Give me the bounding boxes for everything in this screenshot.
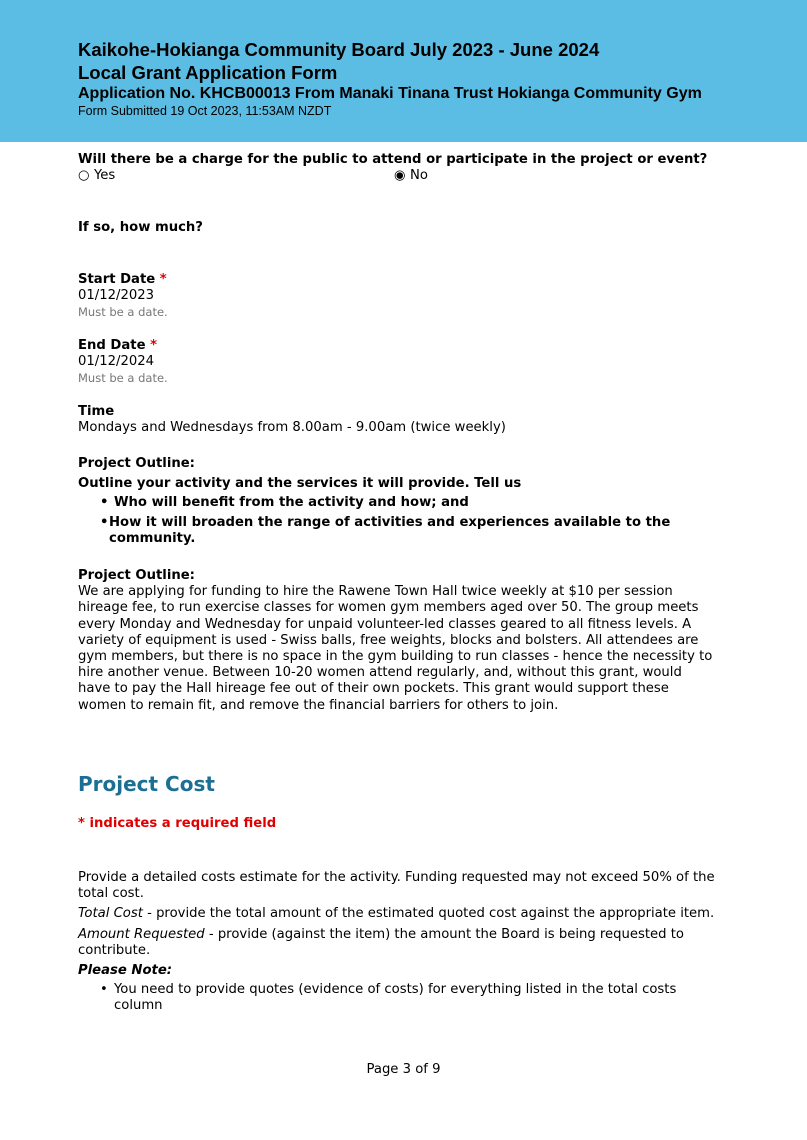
start-date-hint: Must be a date. xyxy=(78,305,168,320)
section-title-project-cost: Project Cost xyxy=(78,772,215,796)
list-item: • Who will benefit from the activity and how; and xyxy=(100,495,469,511)
please-note-label: Please Note: xyxy=(78,963,173,979)
title-line-1: Kaikohe-Hokianga Community Board July 2023 - June 2024 xyxy=(78,39,600,60)
end-date-field xyxy=(78,338,718,387)
end-date-hint: Must be a date. xyxy=(78,371,168,386)
radio-no-selected-icon: ◉ xyxy=(394,168,406,184)
end-date-value: 01/12/2024 xyxy=(78,354,155,370)
page-number: Page 3 of 9 xyxy=(366,1062,441,1077)
outline-answer-text: We are applying for funding to hire the Rawene Town Hall twice weekly at $10 per session hireage fee, to run exercise classes for women gym members aged over 50. The group meets every Monday and Wednesday for unpaid volunteer-led classes geared to all fitness levels. A variety of equipment is used - Swiss balls, free weights, blocks and bolsters. All attendees are gym members, but there is no space in the gym building to run classes - hence the necessity to hire another venue. Between 10-20 women attend regularly, and, without this grant, would have to pay the Hall hireage fee out of their own pockets. This grant would support these women to remain fit, and remove the financial barriers for others to join. xyxy=(78,584,713,713)
radio-no[interactable] xyxy=(394,168,428,184)
how-much-field xyxy=(78,220,718,236)
how-much-label: If so, how much? xyxy=(78,220,203,235)
radio-yes-label: Yes xyxy=(94,168,116,184)
list-item-text: You need to provide quotes (evidence of costs) for everything listed in the total costs column xyxy=(114,982,677,1014)
list-item: • How it will broaden the range of activities and experiences available to the community. xyxy=(78,515,718,547)
application-number: Application No. KHCB00013 From Manaki Tinana Trust Hokianga Community Gym xyxy=(78,85,702,102)
time-label: Time xyxy=(78,404,115,419)
radio-yes[interactable] xyxy=(78,168,115,184)
total-cost-term: Total Cost xyxy=(78,906,143,922)
required-asterisk: * xyxy=(159,272,167,287)
list-item-text: Who will benefit from the activity and how; and xyxy=(114,495,469,511)
form-title xyxy=(78,38,599,84)
list-item: • You need to provide quotes (evidence of costs) for everything listed in the total costs column xyxy=(78,982,718,1014)
outline-prompt-intro: Outline your activity and the services it will provide. Tell us xyxy=(78,476,522,492)
charge-question: Will there be a charge for the public to attend or participate in the project or event? xyxy=(78,152,708,167)
total-cost-instruction xyxy=(78,906,718,922)
please-note-list xyxy=(78,982,718,1014)
outline-answer xyxy=(78,568,718,714)
time-field xyxy=(78,404,718,436)
amount-requested-desc: - provide (against the item) the amount the Board is being requested to contribute. xyxy=(78,926,684,958)
outline-prompt-label: Project Outline: xyxy=(78,456,195,471)
outline-prompt xyxy=(78,456,718,547)
start-date-field xyxy=(78,272,718,321)
charge-radio-group xyxy=(78,168,718,188)
outline-prompt-list xyxy=(78,495,718,547)
header-banner xyxy=(0,0,807,142)
total-cost-desc: - provide the total amount of the estimated quoted cost against the appropriate item. xyxy=(142,906,715,922)
project-cost-instructions xyxy=(78,870,718,1015)
radio-yes-icon: ○ xyxy=(78,168,90,184)
start-date-value: 01/12/2023 xyxy=(78,288,155,304)
charge-section xyxy=(78,152,718,188)
list-item-text: How it will broaden the range of activities and experiences available to the community. xyxy=(109,514,671,546)
time-value: Mondays and Wednesdays from 8.00am - 9.00am (twice weekly) xyxy=(78,420,506,436)
submitted-timestamp: Form Submitted 19 Oct 2023, 11:53AM NZDT xyxy=(78,104,332,118)
amount-requested-instruction xyxy=(78,927,718,959)
cost-intro: Provide a detailed costs estimate for the activity. Funding requested may not exceed 50% of the total cost. xyxy=(78,870,715,902)
radio-no-label: No xyxy=(410,168,428,184)
end-date-label: End Date xyxy=(78,338,146,353)
amount-requested-term: Amount Requested xyxy=(78,926,205,942)
outline-answer-label: Project Outline: xyxy=(78,568,195,583)
required-asterisk: * xyxy=(150,338,158,353)
start-date-label: Start Date xyxy=(78,272,156,287)
required-field-note: * indicates a required field xyxy=(78,816,277,831)
title-line-2: Local Grant Application Form xyxy=(78,62,338,83)
